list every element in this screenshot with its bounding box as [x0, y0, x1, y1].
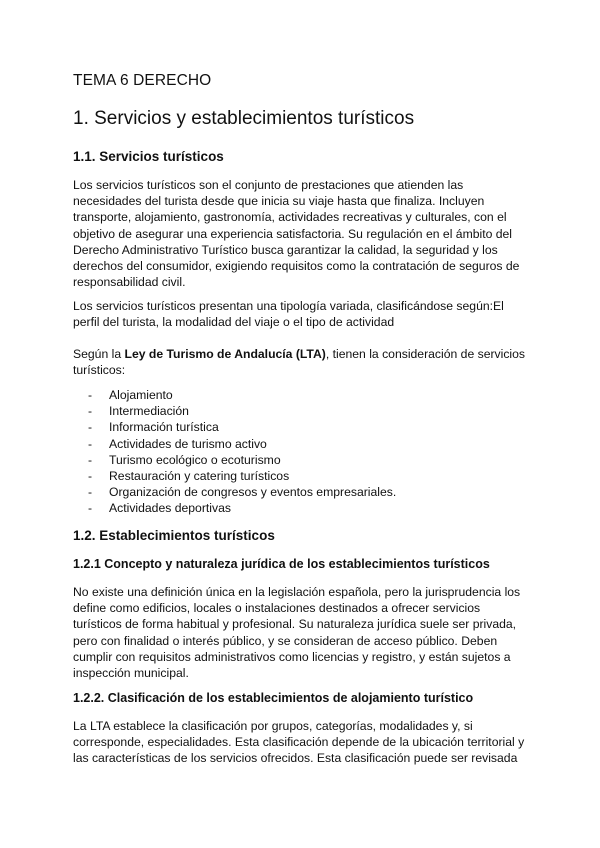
heading-1-2-2: 1.2.2. Clasificación de los establecimientos de alojamiento turístico [73, 691, 474, 705]
paragraph-clasificacion: La LTA establece la clasificación por grupos, categorías, modalidades y, si corresponde, especialidades. Esta clasificación depende de la ubicación territorial y las características de los servicios ofrecidos. Esta clasificación puede ser revisada [73, 719, 525, 766]
paragraph-servicios-definicion: Los servicios turísticos son el conjunto de prestaciones que atienden las necesidades del turista desde que inicia su viaje hasta que finaliza. Incluyen transporte, alojamiento, gastronomía, actividades recreativas y culturales, con el objetivo de asegurar una experiencia satisfactoria. Su regulación en el ámbito del Derecho Administrativo Turístico busca garantizar la calidad, la seguridad y los derechos del consumidor, exigiendo requisitos como la contratación de seguros de responsabilidad civil. [73, 178, 520, 290]
heading-1-2: 1.2. Establecimientos turísticos [73, 528, 275, 543]
list-item: - Restauración y catering turísticos [88, 469, 290, 484]
list-item: - Actividades de turismo activo [88, 436, 267, 451]
lta-law-name: Ley de Turismo de Andalucía (LTA) [124, 347, 326, 361]
paragraph-concepto: No existe una definición única en la legislación española, pero la jurisprudencia los define como edificios, locales o instalaciones destinados a ofrecer servicios turísticos de forma habitual y profesional. Su naturaleza jurídica suele ser privada, pero con finalidad o interés público, y se consideran de acceso público. Deben cumplir con requisitos administrativos como licencias y registro, y están sujetos a inspección municipal. [73, 585, 521, 681]
heading-1-2-1: 1.2.1 Concepto y naturaleza jurídica de los establecimientos turísticos [73, 557, 490, 571]
list-item: - Información turística [88, 420, 219, 435]
paragraph-lta-text-after: , tienen la consideración de servicios turísticos: [73, 347, 526, 378]
list-item: - Alojamiento [88, 388, 173, 402]
list-item: - Actividades deportivas [88, 501, 231, 516]
list-item: - Organización de congresos y eventos empresariales. [88, 485, 397, 500]
section-heading-1: 1. Servicios y establecimientos turísticos [73, 108, 415, 129]
heading-1-1: 1.1. Servicios turísticos [73, 149, 224, 164]
list-item: - Turismo ecológico o ecoturismo [88, 452, 281, 467]
list-item: - Intermediación [88, 404, 189, 419]
document-title: TEMA 6 DERECHO [73, 72, 212, 89]
paragraph-lta-text-before: Según la [73, 347, 125, 361]
paragraph-lta [73, 346, 525, 378]
servicios-list [88, 387, 396, 517]
paragraph-tipologia: Los servicios turísticos presentan una tipología variada, clasificándose según:El perfil del turista, la modalidad del viaje o el tipo de actividad [73, 299, 504, 330]
